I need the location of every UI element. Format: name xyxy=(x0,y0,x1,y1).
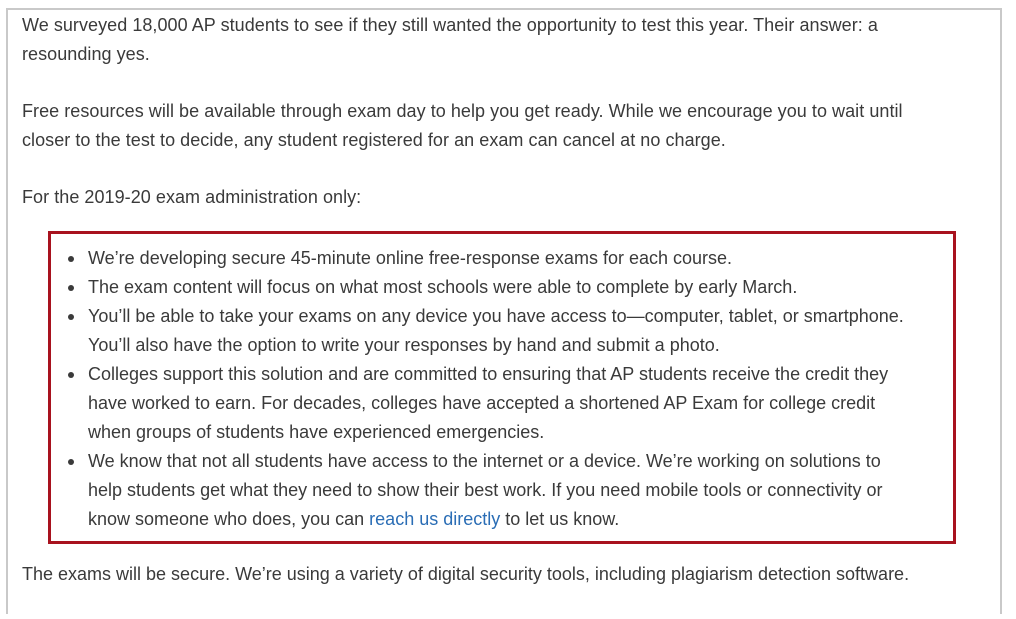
bullet-dot-icon xyxy=(68,459,74,465)
highlighted-bullet-box xyxy=(48,231,956,544)
bullet-text: The exam content will focus on what most schools were able to complete by early March. xyxy=(88,277,798,297)
bullet-text: Colleges support this solution and are committed to ensuring that AP students receive the credit they have worked to earn. For decades, colleges have accepted a shortened AP Exam for college credit when groups of students have experienced emergencies. xyxy=(88,364,889,442)
list-item xyxy=(67,360,907,447)
reach-us-directly-link[interactable]: reach us directly xyxy=(369,509,501,529)
bullet-list xyxy=(67,244,907,534)
bullet-dot-icon xyxy=(68,314,74,320)
bullet-dot-icon xyxy=(68,285,74,291)
bullet-dot-icon xyxy=(68,256,74,262)
admin-intro-paragraph: For the 2019-20 exam administration only: xyxy=(22,187,362,207)
list-item xyxy=(67,302,907,360)
survey-paragraph: We surveyed 18,000 AP students to see if they still wanted the opportunity to test this year. Their answer: a resounding yes. xyxy=(22,15,878,64)
secure-paragraph: The exams will be secure. We’re using a variety of digital security tools, including plagiarism detection software. xyxy=(22,564,910,584)
list-item xyxy=(67,447,907,534)
article-body xyxy=(22,11,952,212)
bullet-text-before-link: We know that not all students have access to the internet or a device. We’re working on solutions to help students get what they need to show their best work. If you need mobile tools or connectivity or know someone who does, you can xyxy=(88,451,883,529)
bullet-text-after-link: to let us know. xyxy=(500,509,620,529)
list-item xyxy=(67,244,907,273)
free-resources-paragraph: Free resources will be available through exam day to help you get ready. While we encourage you to wait until closer to the test to decide, any student registered for an exam can cancel at no charge. xyxy=(22,101,903,150)
bullet-text: We’re developing secure 45-minute online free-response exams for each course. xyxy=(88,248,733,268)
list-item xyxy=(67,273,907,302)
bullet-text: You’ll be able to take your exams on any device you have access to—computer, tablet, or smartphone. You’ll also have the option to write your responses by hand and submit a photo. xyxy=(88,306,904,355)
bullet-dot-icon xyxy=(68,372,74,378)
